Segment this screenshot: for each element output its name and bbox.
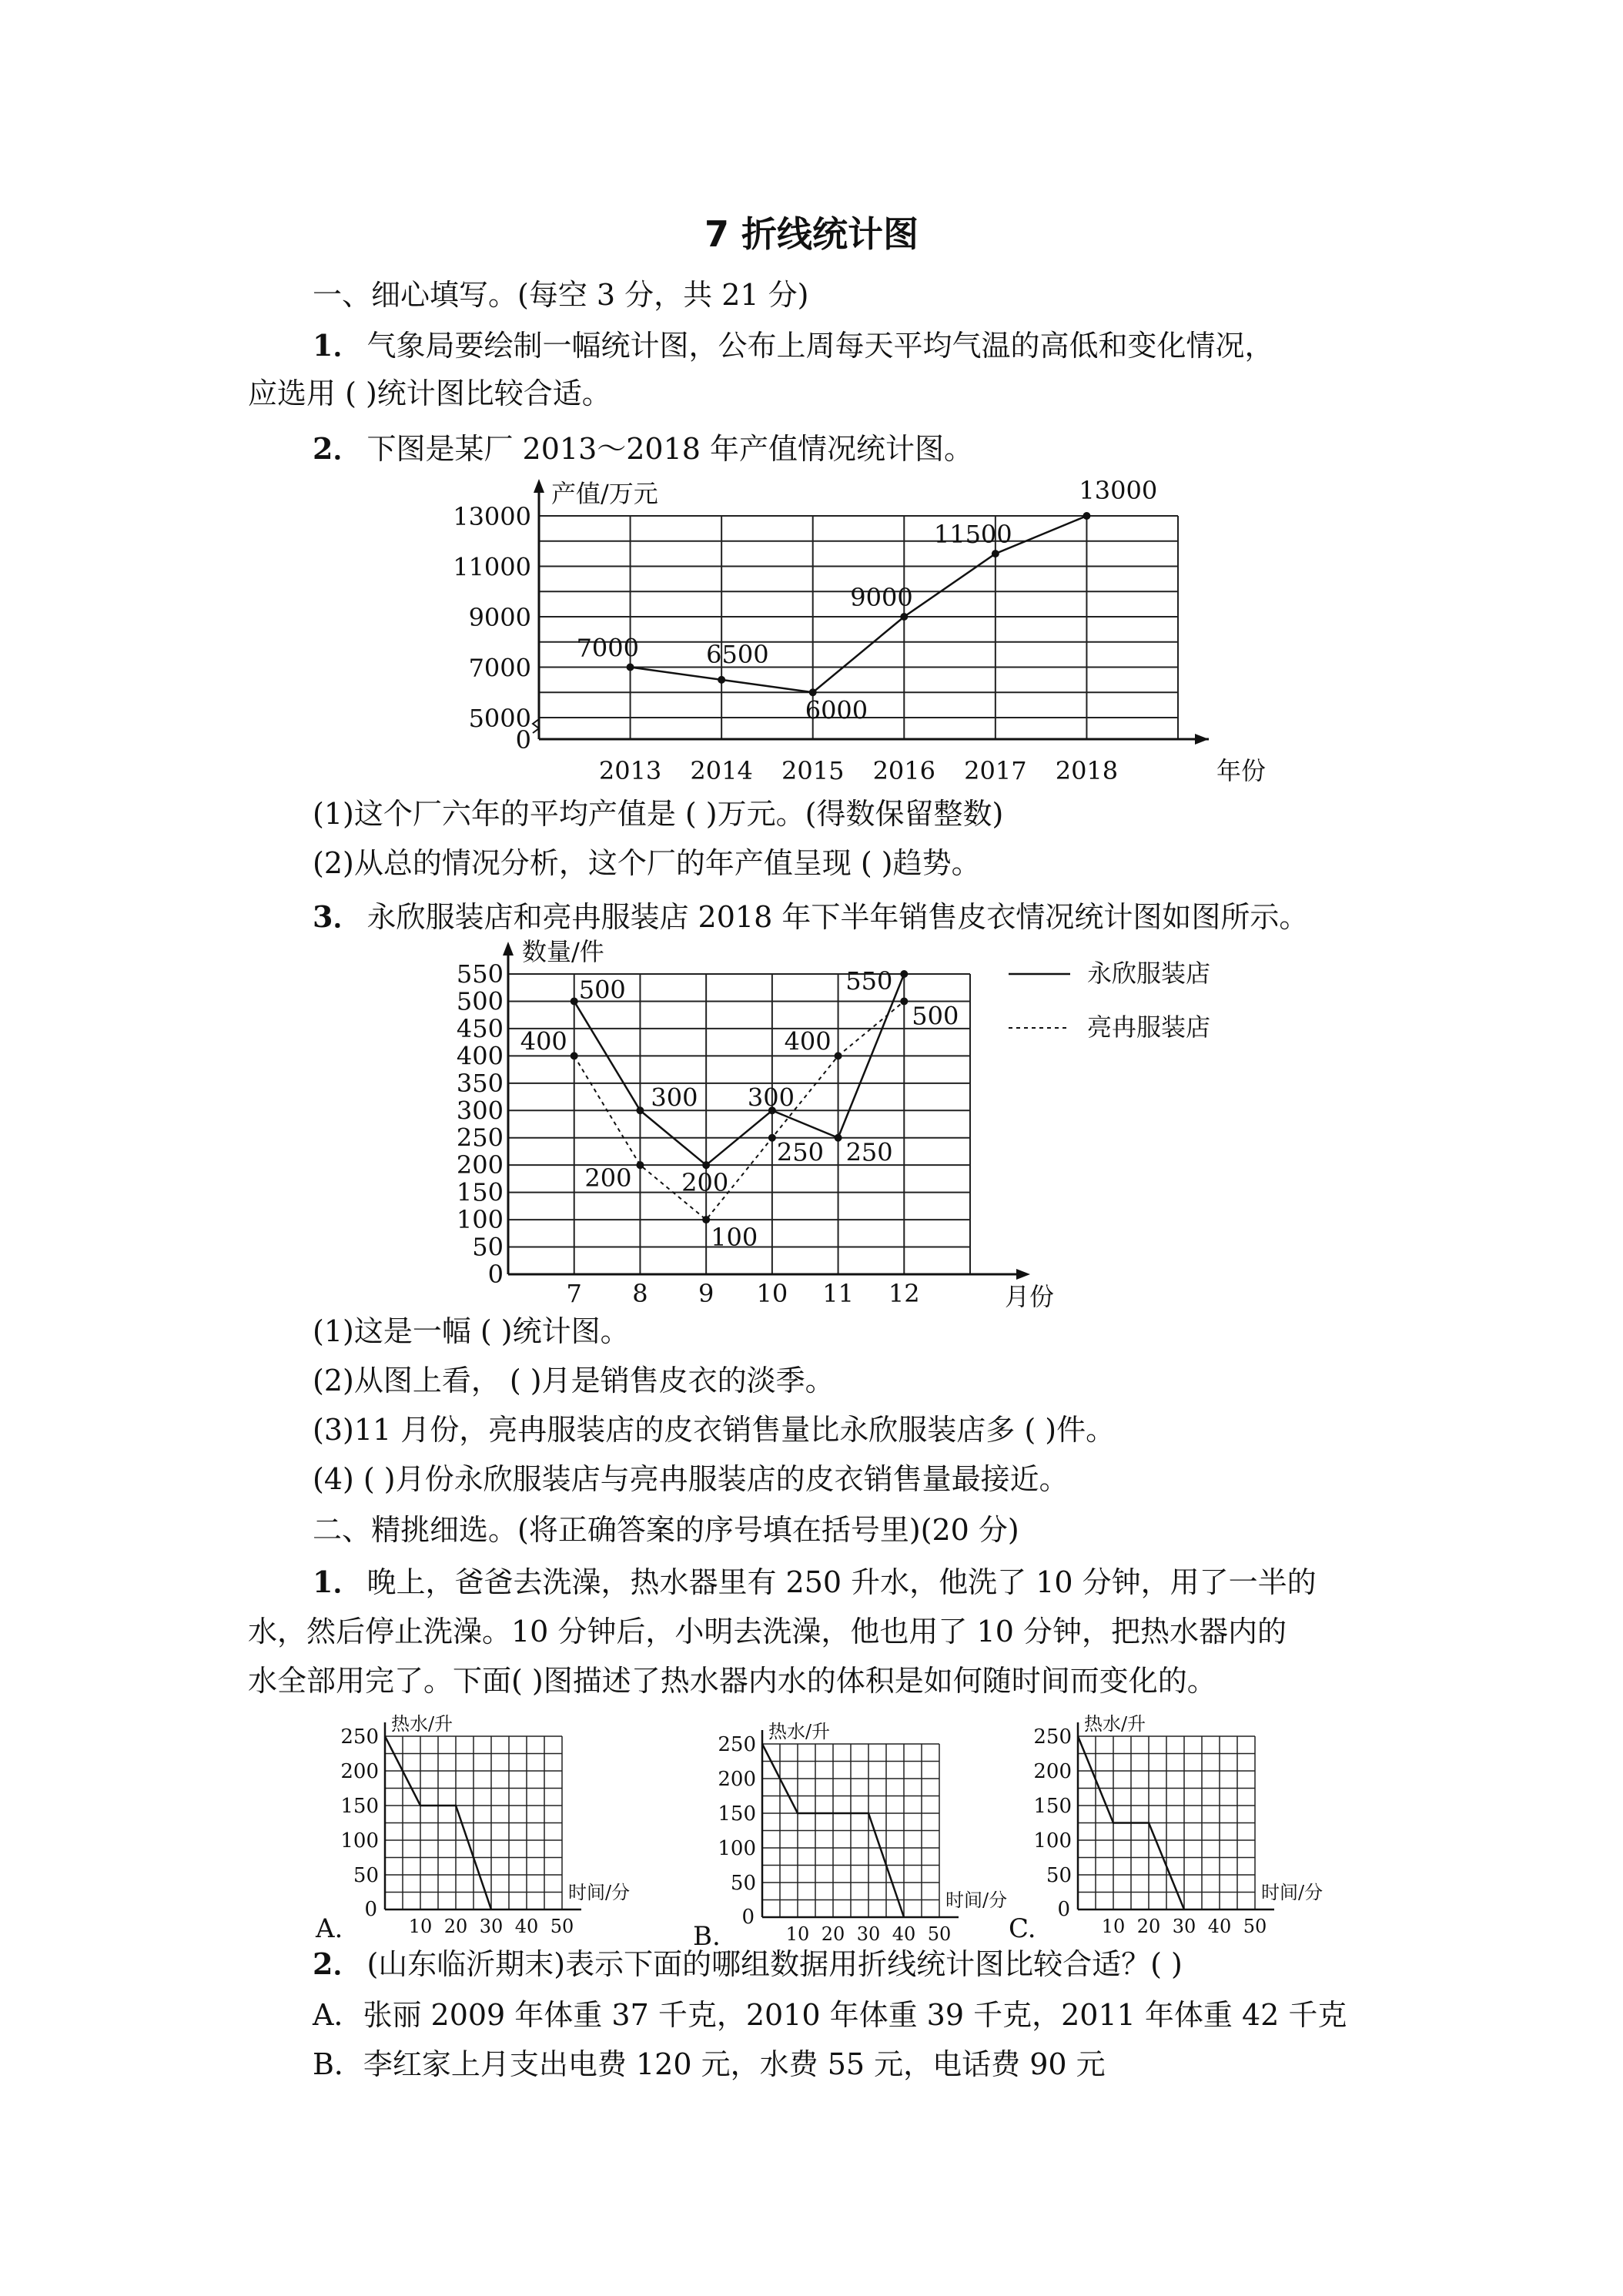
y-tick-label: 500 (456, 986, 504, 1016)
data-point (1083, 512, 1090, 520)
y-tick-label: 200 (340, 1760, 379, 1783)
y-tick-label: 400 (456, 1041, 504, 1071)
y-tick-label: 7000 (468, 653, 531, 683)
legend-label-liangran: 亮冉服装店 (1087, 1012, 1211, 1042)
data-label: 500 (912, 1001, 959, 1031)
q3-sub2 (248, 1363, 1380, 1398)
y-tick-label: 0 (487, 1260, 504, 1289)
option-label: A. (316, 1913, 343, 1944)
y-tick-label: 100 (456, 1205, 504, 1235)
q2-sub1 (248, 796, 1380, 832)
x-tick-label: 20 (1136, 1916, 1161, 1937)
y-axis-arrow (503, 942, 514, 956)
q1-line2 (248, 376, 1380, 411)
y-tick-label: 250 (456, 1123, 504, 1153)
data-point (768, 1134, 776, 1142)
y-tick-label: 100 (340, 1829, 379, 1853)
x-tick-label: 20 (443, 1916, 468, 1937)
x-tick-label: 0 (1057, 1898, 1070, 1921)
production-line-chart (453, 470, 1267, 793)
x-tick-label: 10 (785, 1923, 810, 1945)
q3-number: 3． (313, 899, 363, 934)
y-tick-label: 250 (340, 1725, 379, 1749)
y-tick-label: 300 (456, 1096, 504, 1126)
y-tick-label: 150 (1033, 1795, 1072, 1818)
water-chart-c (1001, 1713, 1340, 1944)
y-tick-label: 250 (718, 1733, 756, 1756)
data-point (900, 613, 908, 621)
data-label: 100 (711, 1223, 758, 1253)
data-point (636, 1161, 644, 1169)
leather-sales-line-chart (454, 935, 1270, 1311)
q2-number: 2． (313, 431, 363, 466)
q1-text1: 气象局要绘制一幅统计图，公布上周每天平均气温的高低和变化情况， (366, 329, 1274, 363)
y-axis-label: 产值/万元 (551, 479, 658, 508)
data-point (636, 1106, 644, 1114)
data-label: 200 (584, 1163, 632, 1193)
y-tick-label: 13000 (453, 502, 531, 531)
q3-line (248, 899, 1380, 935)
q2-text: 下图是某厂 2013～2018 年产值情况统计图。 (366, 432, 974, 466)
data-label: 9000 (850, 583, 913, 612)
x-tick-label: 9 (698, 1279, 714, 1308)
p1-number: 1． (313, 1565, 363, 1599)
x-tick-label: 50 (1243, 1916, 1267, 1937)
q3-sub3 (248, 1412, 1380, 1448)
y-tick-label: 200 (718, 1768, 756, 1791)
p1-text1: 晚上，爸爸去洗澡，热水器里有 250 升水，他洗了 10 分钟，用了一半的 (366, 1565, 1317, 1599)
x-axis-label: 时间/分 (568, 1882, 631, 1903)
data-label: 250 (776, 1137, 824, 1167)
p2-option-b (248, 2047, 1380, 2082)
option-label: C. (1009, 1913, 1036, 1944)
p2-option-a-text: A．张丽 2009 年体重 37 千克，2010 年体重 39 千克，2011 年体重 42 千克 (313, 1998, 1347, 2032)
x-tick-label: 2015 (781, 756, 845, 785)
data-point (627, 664, 634, 671)
q3-sub2-text: (2)从图上看， ( )月是销售皮衣的淡季。 (313, 1364, 835, 1397)
y-tick-label: 150 (718, 1802, 756, 1826)
p1-line3 (248, 1663, 1380, 1699)
data-point (571, 1052, 578, 1059)
x-axis-label: 时间/分 (945, 1889, 1008, 1911)
y-axis-label: 数量/件 (522, 937, 604, 966)
q1-number: 1． (313, 328, 363, 363)
x-tick-label: 2014 (690, 756, 753, 785)
y-axis-label: 热水/升 (768, 1721, 831, 1742)
data-label: 250 (845, 1137, 893, 1167)
data-label: 400 (784, 1026, 832, 1056)
q3-sub1-text: (1)这是一幅 ( )统计图。 (313, 1314, 630, 1348)
data-label: 300 (747, 1083, 795, 1113)
section-2-heading (248, 1512, 1380, 1548)
x-tick-label: 0 (364, 1898, 377, 1921)
q3-sub1 (248, 1314, 1380, 1349)
y-tick-label: 5000 (468, 704, 531, 733)
x-tick-label: 20 (821, 1923, 845, 1945)
y-tick-label: 0 (515, 725, 531, 755)
x-tick-label: 40 (514, 1916, 539, 1937)
data-label: 6000 (805, 695, 868, 725)
y-tick-label: 50 (730, 1872, 756, 1895)
x-tick-label: 10 (408, 1916, 433, 1937)
data-point (992, 550, 999, 557)
q2-sub2-text: (2)从总的情况分析，这个厂的年产值呈现 ( )趋势。 (313, 846, 981, 880)
q3-text: 永欣服装店和亮冉服装店 2018 年下半年销售皮衣情况统计图如图所示。 (366, 900, 1309, 934)
p2-number: 2． (313, 1946, 363, 1981)
water-chart-b (685, 1721, 1024, 1952)
data-point (702, 1216, 710, 1223)
data-point (900, 997, 908, 1005)
x-axis-label: 月份 (1005, 1282, 1055, 1311)
x-tick-label: 7 (566, 1279, 582, 1308)
p1-line1 (248, 1565, 1380, 1600)
data-label: 6500 (706, 639, 769, 669)
data-label: 13000 (1079, 476, 1158, 505)
y-tick-label: 200 (456, 1150, 504, 1180)
x-axis-label: 时间/分 (1261, 1882, 1323, 1903)
x-tick-label: 10 (756, 1279, 788, 1308)
x-tick-label: 50 (550, 1916, 574, 1937)
x-tick-label: 2018 (1055, 756, 1119, 785)
x-tick-label: 11 (822, 1279, 854, 1308)
q2-sub2 (248, 845, 1380, 881)
q2-sub1-text: (1)这个厂六年的平均产值是 ( )万元。(得数保留整数) (313, 797, 1004, 831)
y-tick-label: 250 (1033, 1725, 1072, 1749)
q3-sub4-text: (4) ( )月份永欣服装店与亮冉服装店的皮衣销售量最接近。 (313, 1462, 1069, 1496)
p2-line (248, 1946, 1380, 1982)
x-tick-label: 10 (1101, 1916, 1126, 1937)
x-tick-label: 2013 (598, 756, 662, 785)
q2-line (248, 431, 1380, 467)
x-axis-label: 年份 (1216, 756, 1267, 785)
y-tick-label: 450 (456, 1013, 504, 1043)
p1-text3: 水全部用完了。下面( )图描述了热水器内水的体积是如何随时间而变化的。 (248, 1664, 1216, 1698)
y-tick-label: 100 (1033, 1829, 1072, 1853)
data-label: 11500 (933, 520, 1012, 550)
x-tick-label: 50 (927, 1923, 952, 1945)
section-1-heading (248, 277, 1380, 313)
data-point (835, 1052, 842, 1059)
x-tick-label: 30 (479, 1916, 504, 1937)
y-tick-label: 50 (353, 1864, 379, 1887)
y-tick-label: 9000 (468, 603, 531, 632)
x-tick-label: 12 (888, 1279, 920, 1308)
x-tick-label: 30 (1172, 1916, 1196, 1937)
y-tick-label: 50 (472, 1232, 504, 1262)
y-tick-label: 50 (1046, 1864, 1072, 1887)
x-axis-arrow (1195, 734, 1209, 745)
legend-label-yongxin: 永欣服装店 (1087, 959, 1211, 988)
section-2-text: 二、精挑细选。(将正确答案的序号填在括号里)(20 分) (313, 1513, 1019, 1547)
y-tick-label: 200 (1033, 1760, 1072, 1783)
p2-text: (山东临沂期末)表示下面的哪组数据用折线统计图比较合适？( ) (366, 1947, 1183, 1981)
q3-sub4 (248, 1461, 1380, 1497)
section-1-text: 一、细心填写。(每空 3 分，共 21 分) (313, 278, 809, 312)
p2-option-a (248, 1997, 1380, 2033)
y-tick-label: 550 (456, 959, 504, 989)
x-tick-label: 8 (632, 1279, 648, 1308)
y-axis-label: 热水/升 (1084, 1713, 1146, 1735)
x-tick-label: 40 (892, 1923, 916, 1945)
y-axis-label: 热水/升 (391, 1713, 453, 1735)
p2-option-b-text: B．李红家上月支出电费 120 元，水费 55 元，电话费 90 元 (313, 2047, 1106, 2081)
x-tick-label: 0 (741, 1906, 755, 1929)
y-tick-label: 350 (456, 1068, 504, 1098)
data-label: 200 (681, 1168, 729, 1198)
data-point (900, 970, 908, 978)
x-axis-arrow (1016, 1269, 1030, 1280)
data-label: 550 (845, 966, 893, 996)
x-tick-label: 2016 (872, 756, 936, 785)
option-label: B. (693, 1921, 721, 1952)
y-axis-arrow (534, 479, 544, 493)
data-point (571, 997, 578, 1005)
data-label: 500 (578, 975, 626, 1005)
p1-text2: 水，然后停止洗澡。10 分钟后，小明去洗澡，他也用了 10 分钟，把热水器内的 (248, 1615, 1287, 1648)
data-label: 300 (651, 1083, 698, 1113)
y-tick-label: 150 (456, 1177, 504, 1207)
data-point (718, 676, 725, 684)
y-tick-label: 150 (340, 1795, 379, 1818)
q1-line1 (248, 328, 1380, 363)
water-chart-a (308, 1713, 647, 1944)
page-title: 7 折线统计图 (704, 213, 919, 255)
p1-line2 (248, 1614, 1380, 1649)
x-tick-label: 30 (856, 1923, 881, 1945)
y-tick-label: 11000 (453, 552, 531, 582)
x-tick-label: 40 (1207, 1916, 1232, 1937)
data-label: 400 (520, 1026, 567, 1056)
q1-text2: 应选用 ( )统计图比较合适。 (248, 377, 611, 410)
y-tick-label: 100 (718, 1837, 756, 1860)
q3-sub3-text: (3)11 月份，亮冉服装店的皮衣销售量比永欣服装店多 ( )件。 (313, 1413, 1116, 1447)
data-point (835, 1134, 842, 1142)
x-tick-label: 2017 (964, 756, 1027, 785)
data-label: 7000 (576, 633, 640, 663)
